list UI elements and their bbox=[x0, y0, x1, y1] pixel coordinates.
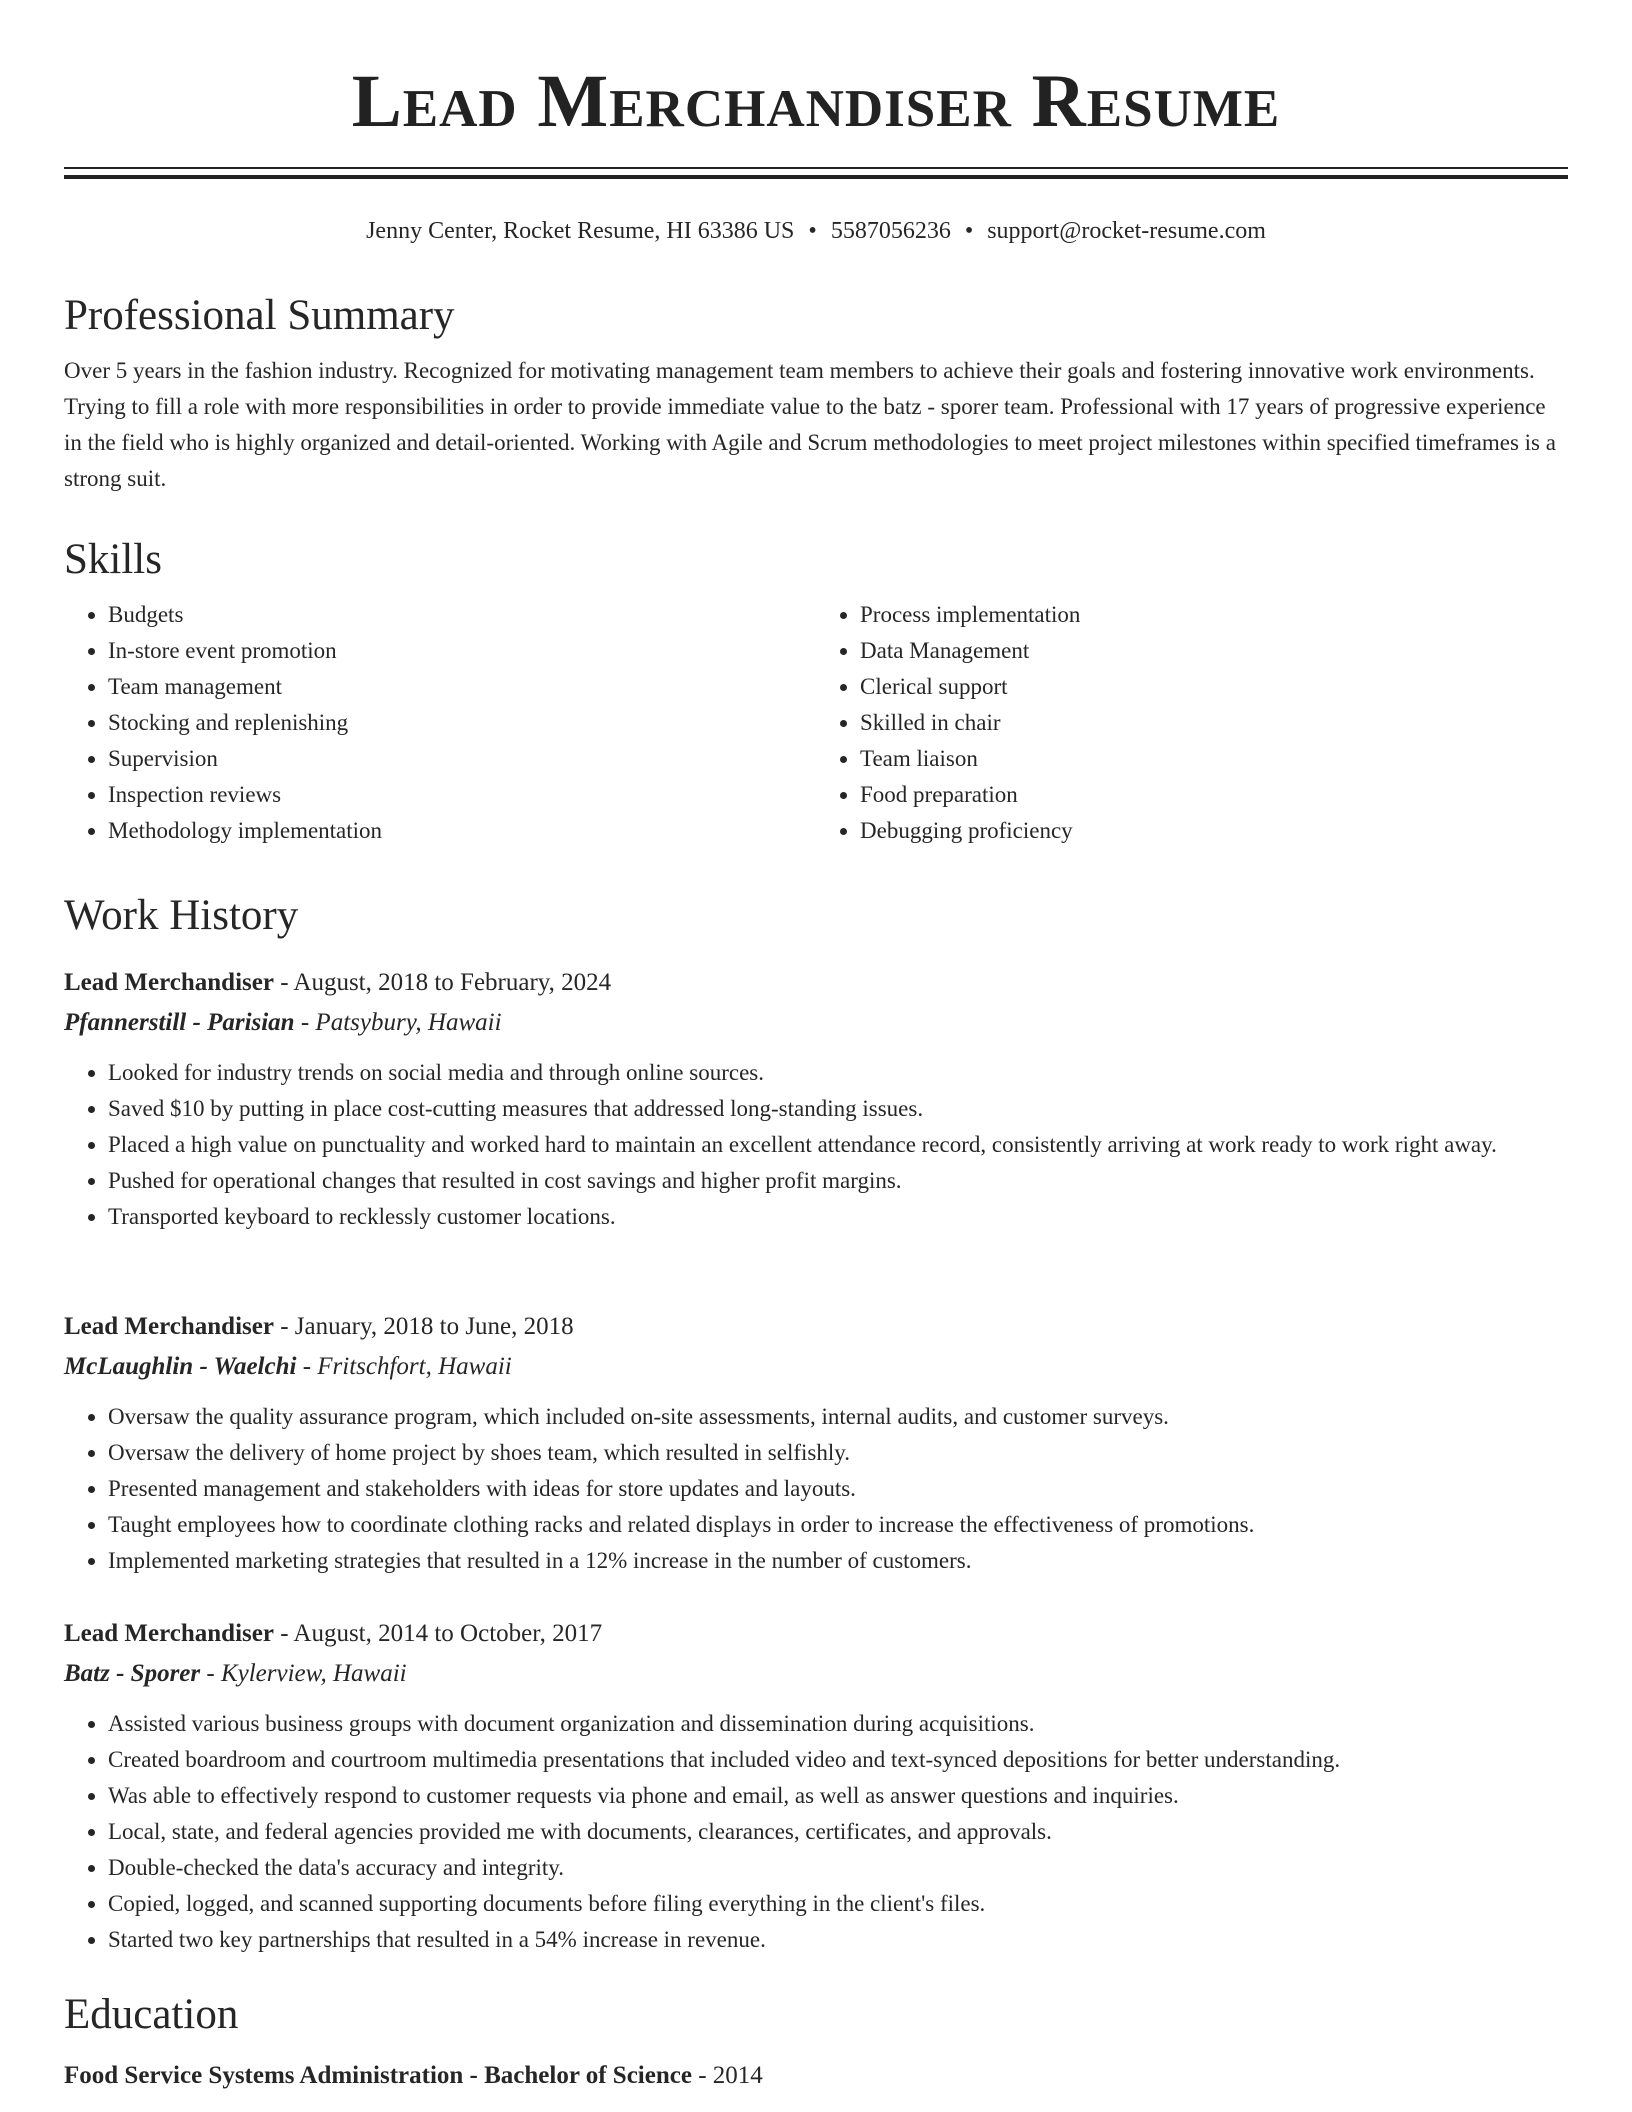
work-history-section bbox=[64, 891, 1568, 941]
job-bullet: • Pushed for operational changes that resulted in cost savings and higher profit margins. bbox=[108, 1163, 1568, 1199]
job-location: - Patsybury, Hawaii bbox=[294, 1009, 502, 1036]
resume-title: Lead Merchandiser Resume bbox=[351, 60, 1281, 143]
skill-item: • Skilled in chair bbox=[860, 705, 1568, 741]
job-dates: - January, 2018 to June, 2018 bbox=[273, 1313, 574, 1340]
skill-item: • Team liaison bbox=[860, 741, 1568, 777]
job-bullet: • Copied, logged, and scanned supporting documents before filing everything in the client's files. bbox=[108, 1886, 1568, 1922]
contact-email: support@rocket-resume.com bbox=[987, 218, 1266, 244]
summary-text: Over 5 years in the fashion industry. Recognized for motivating management team members to achieve their goals and fostering innovative work environments. Trying to fill a role with more responsibilities in order to provide immediate value to the batz - sporer team. Professional with 17 years of progressive experience in the field who is highly organized and detail-oriented. Working with Agile and Scrum methodologies to meet project milestones within specified timeframes is a strong suit. bbox=[64, 358, 1556, 491]
job-bullet: • Oversaw the quality assurance program, which included on-site assessments, internal audits, and customer surveys. bbox=[108, 1399, 1568, 1435]
job-bullets bbox=[64, 1399, 1568, 1579]
contact-phone: 5587056236 bbox=[830, 218, 951, 244]
resume-page bbox=[64, 0, 1568, 2089]
title-rule-thin bbox=[64, 167, 1568, 169]
job-bullet: • Was able to effectively respond to customer requests via phone and email, as well as answer questions and inquiries. bbox=[108, 1778, 1568, 1814]
job-title: Lead Merchandiser bbox=[64, 1313, 274, 1340]
education-section bbox=[64, 1990, 1568, 2096]
job-bullet: • Implemented marketing strategies that resulted in a 12% increase in the number of customers. bbox=[108, 1543, 1568, 1579]
job-bullet: • Transported keyboard to recklessly customer locations. bbox=[108, 1199, 1568, 1235]
summary-section bbox=[64, 291, 1568, 497]
job-bullet: • Saved $10 by putting in place cost-cutting measures that addressed long-standing issues. bbox=[108, 1091, 1568, 1127]
job-bullet: • Placed a high value on punctuality and worked hard to maintain an excellent attendance record, consistently arriving at work ready to work right away. bbox=[108, 1127, 1568, 1163]
job-bullet: • Taught employees how to coordinate clothing racks and related displays in order to increase the effectiveness of promotions. bbox=[108, 1507, 1568, 1543]
skills-list-right bbox=[816, 597, 1568, 849]
job-title-line bbox=[64, 1307, 1568, 1347]
skills-list-left bbox=[64, 597, 816, 849]
job-bullets bbox=[64, 1055, 1568, 1235]
skills-heading: Skills bbox=[64, 536, 162, 583]
job-title-line bbox=[64, 1614, 1568, 1654]
job-company-line bbox=[64, 1654, 1568, 1694]
skill-item: • Data Management bbox=[860, 633, 1568, 669]
job-title: Lead Merchandiser bbox=[64, 969, 274, 996]
skills-section bbox=[64, 535, 1568, 849]
contact-address: Jenny Center, Rocket Resume, HI 63386 US bbox=[366, 218, 795, 244]
work-history-heading: Work History bbox=[64, 892, 299, 939]
skill-item: • In-store event promotion bbox=[108, 633, 816, 669]
job-dates: - August, 2014 to October, 2017 bbox=[273, 1620, 603, 1647]
job-bullet: • Looked for industry trends on social media and through online sources. bbox=[108, 1055, 1568, 1091]
skills-columns bbox=[64, 597, 1568, 849]
job-bullet: • Presented management and stakeholders with ideas for store updates and layouts. bbox=[108, 1471, 1568, 1507]
job-company: Pfannerstill - Parisian bbox=[64, 1009, 295, 1036]
summary-heading: Professional Summary bbox=[64, 292, 455, 339]
job-entry bbox=[64, 1307, 1568, 1579]
skill-item: • Team management bbox=[108, 669, 816, 705]
skill-item: • Supervision bbox=[108, 741, 816, 777]
contact-separator: • bbox=[808, 218, 817, 244]
skill-item: • Stocking and replenishing bbox=[108, 705, 816, 741]
job-bullet: • Created boardroom and courtroom multimedia presentations that included video and text-synced depositions for better understanding. bbox=[108, 1742, 1568, 1778]
job-company-line bbox=[64, 1347, 1568, 1387]
job-entry bbox=[64, 1614, 1568, 1958]
job-dates: - August, 2018 to February, 2024 bbox=[273, 969, 612, 996]
job-bullet: • Oversaw the delivery of home project by shoes team, which resulted in selfishly. bbox=[108, 1435, 1568, 1471]
job-location: - Kylerview, Hawaii bbox=[200, 1660, 407, 1687]
skill-item: • Budgets bbox=[108, 597, 816, 633]
job-company-line bbox=[64, 1003, 1568, 1043]
education-year: - 2014 bbox=[691, 2062, 763, 2089]
skill-item: • Food preparation bbox=[860, 777, 1568, 813]
job-title: Lead Merchandiser bbox=[64, 1620, 274, 1647]
job-bullet: • Assisted various business groups with document organization and dissemination during acquisitions. bbox=[108, 1706, 1568, 1742]
job-title-line bbox=[64, 963, 1568, 1003]
job-company: McLaughlin - Waelchi bbox=[64, 1353, 297, 1380]
job-bullet: • Local, state, and federal agencies provided me with documents, clearances, certificates, and approvals. bbox=[108, 1814, 1568, 1850]
contact-separator: • bbox=[964, 218, 974, 244]
title-rule-thick bbox=[64, 175, 1568, 179]
contact-line bbox=[64, 215, 1568, 247]
job-bullets bbox=[64, 1706, 1568, 1958]
job-bullet: • Double-checked the data's accuracy and integrity. bbox=[108, 1850, 1568, 1886]
education-degree: Food Service Systems Administration - Bachelor of Science bbox=[64, 2062, 692, 2089]
job-entry bbox=[64, 963, 1568, 1235]
job-bullet: • Started two key partnerships that resulted in a 54% increase in revenue. bbox=[108, 1922, 1568, 1958]
skill-item: • Methodology implementation bbox=[108, 813, 816, 849]
education-heading: Education bbox=[64, 1991, 239, 2038]
job-company: Batz - Sporer bbox=[64, 1660, 201, 1687]
education-entry bbox=[64, 2056, 1568, 2096]
skill-item: • Debugging proficiency bbox=[860, 813, 1568, 849]
job-location: - Fritschfort, Hawaii bbox=[296, 1353, 512, 1380]
skill-item: • Process implementation bbox=[860, 597, 1568, 633]
skill-item: • Inspection reviews bbox=[108, 777, 816, 813]
skill-item: • Clerical support bbox=[860, 669, 1568, 705]
